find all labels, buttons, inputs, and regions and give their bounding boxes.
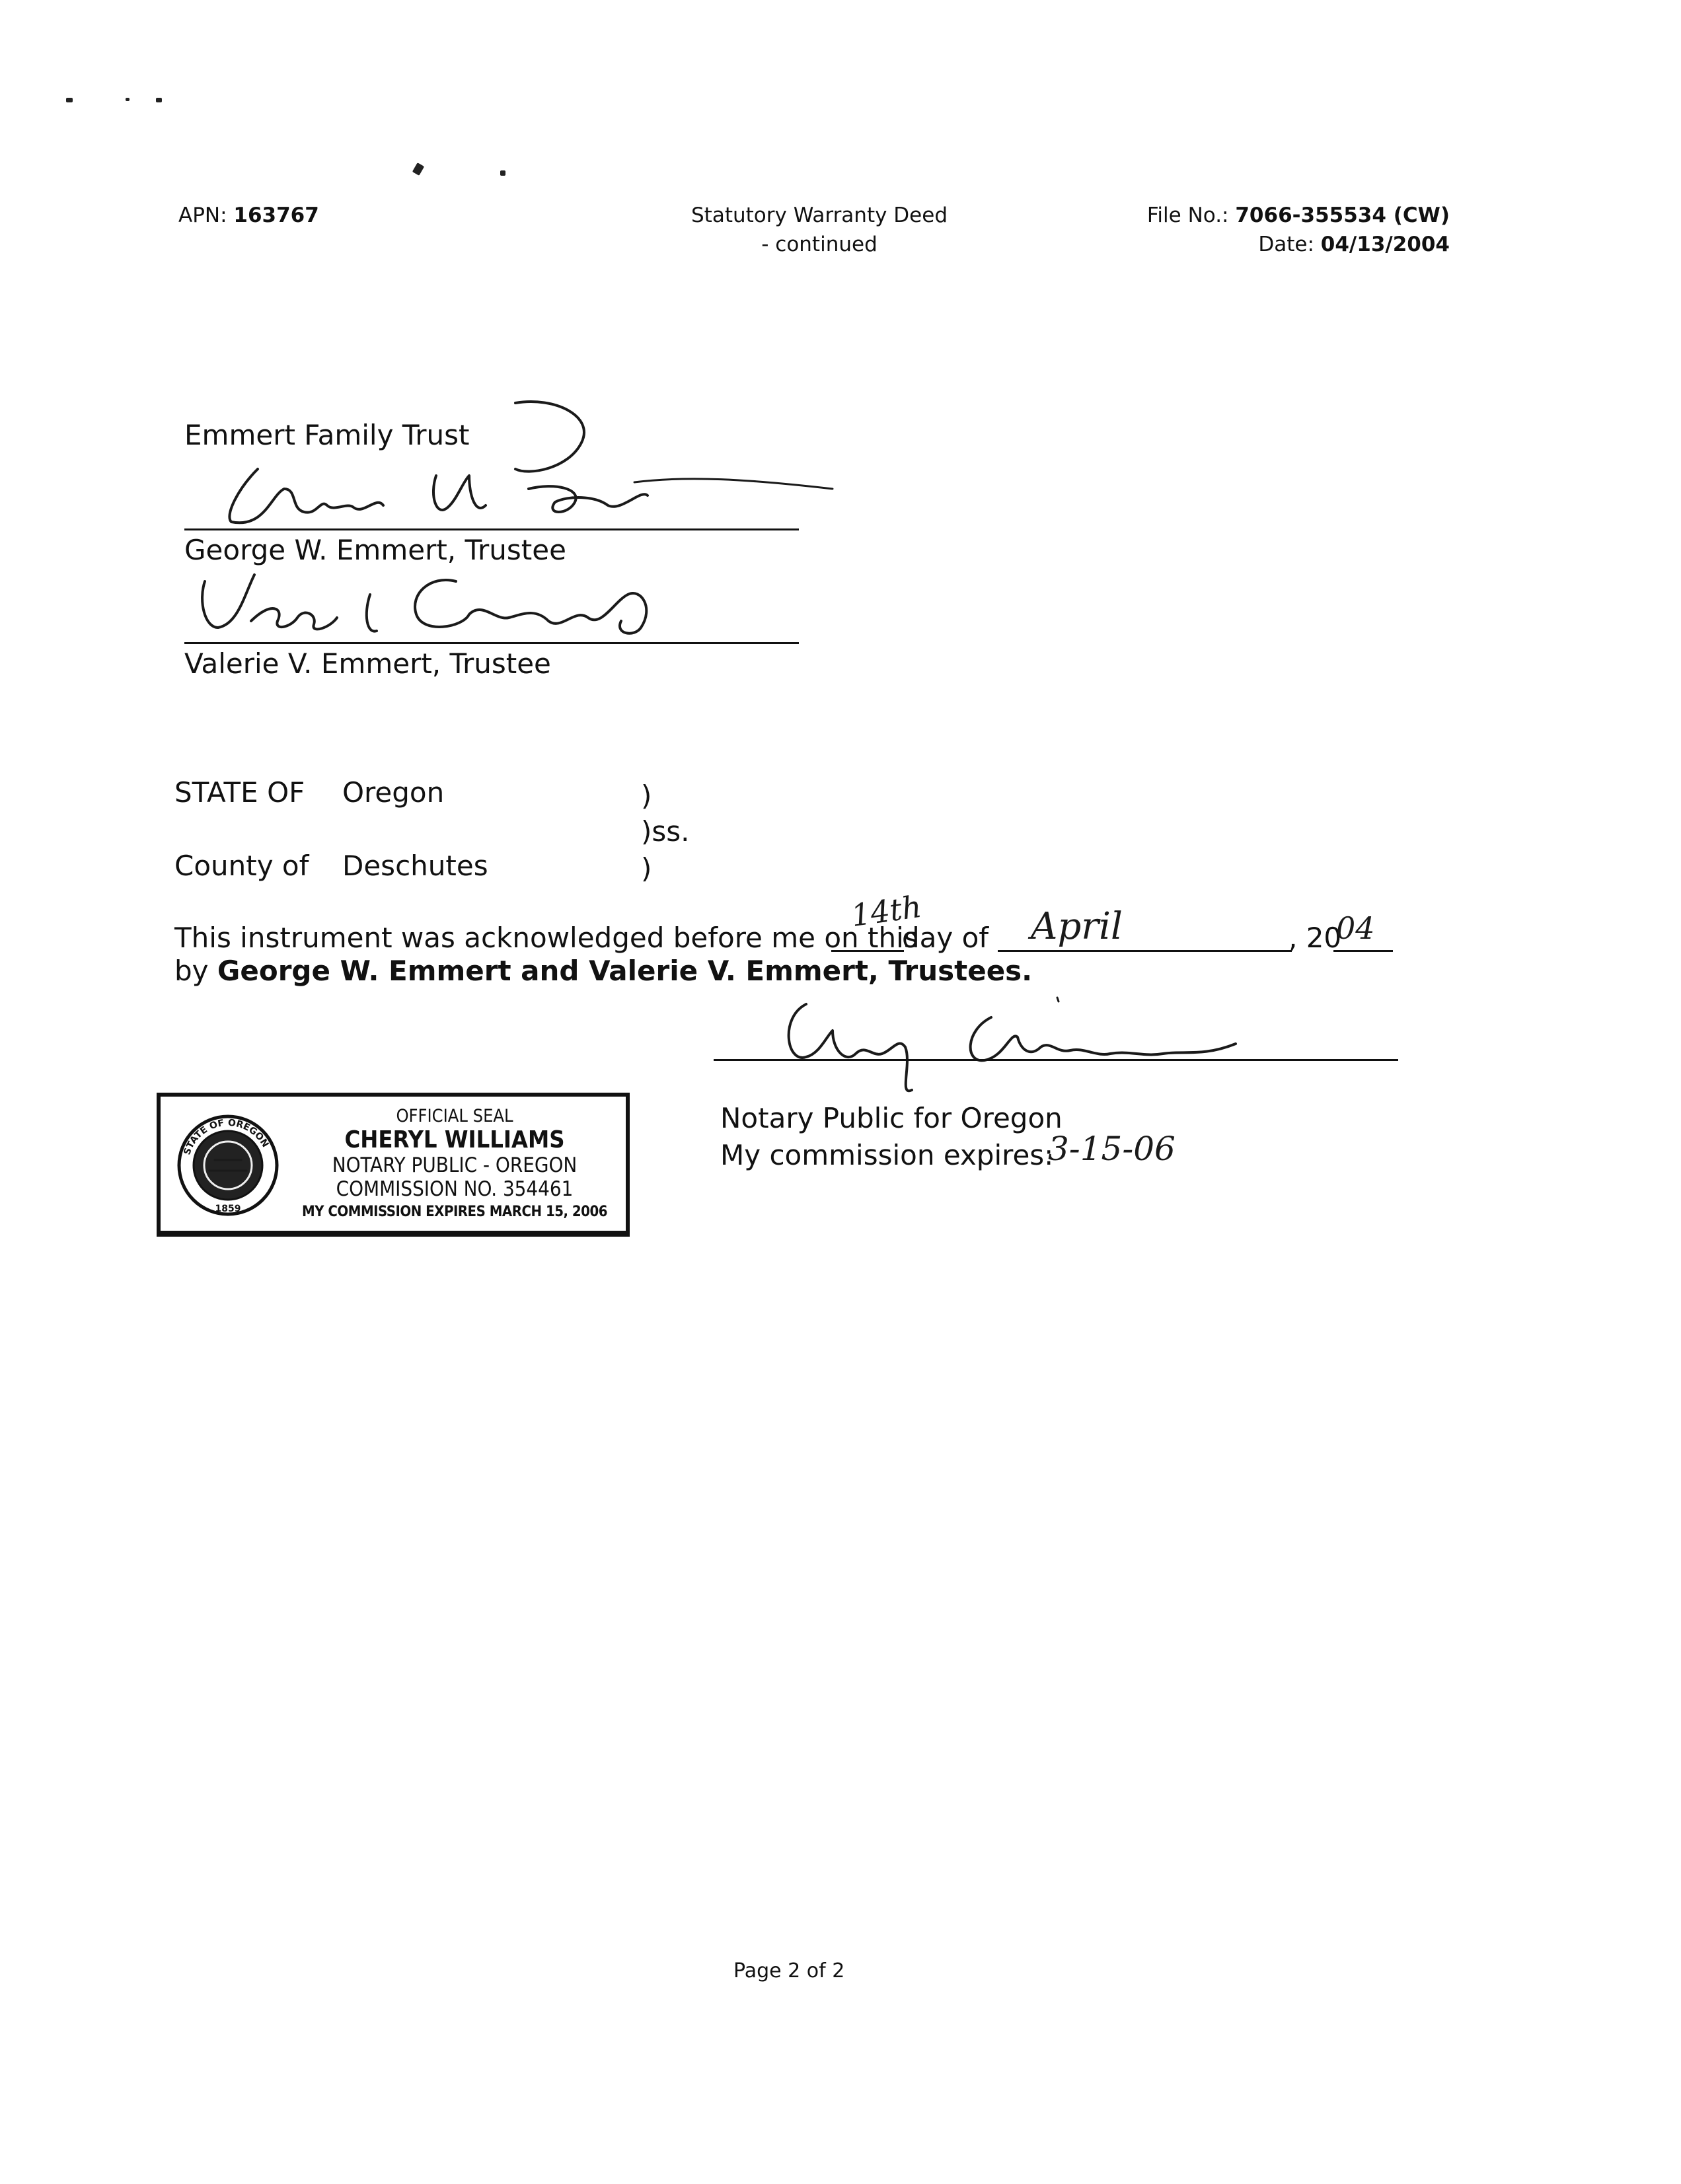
year-blank <box>1333 950 1393 952</box>
apn-field <box>178 201 319 230</box>
file-number <box>1057 201 1450 230</box>
acknowledged-names: George W. Emmert and Valerie V. Emmert, Trustees. <box>217 955 1033 987</box>
apn-label: APN: <box>178 203 227 227</box>
signer-george: George W. Emmert, Trustee <box>184 534 566 566</box>
page-number: Page 2 of 2 <box>733 1959 845 1983</box>
george-signature <box>185 390 846 542</box>
venue-paren-close: ) <box>641 852 652 885</box>
commission-expires-label: My commission expires: <box>720 1139 1054 1171</box>
year-prefix: , 20 <box>1289 922 1342 954</box>
seal-emblem-year: 1859 <box>215 1204 241 1214</box>
notary-signature <box>714 991 1374 1103</box>
signer-valerie: Valerie V. Emmert, Trustee <box>184 647 551 680</box>
by-label: by <box>174 955 209 987</box>
month-blank <box>998 950 1292 952</box>
notary-title: Notary Public for Oregon <box>720 1102 1063 1134</box>
day-handwritten: 14th <box>848 888 924 934</box>
apn-value: 163767 <box>233 203 319 227</box>
seal-commission-expiry: MY COMMISSION EXPIRES MARCH 15, 2006 <box>301 1204 607 1220</box>
signature-line-valerie <box>184 642 799 644</box>
file-date <box>1057 230 1450 259</box>
signature-line-george <box>184 528 799 530</box>
trust-name: Emmert Family Trust <box>184 419 470 451</box>
document-title-line1: Statutory Warranty Deed <box>691 203 948 227</box>
seal-notary-title: NOTARY PUBLIC - OREGON <box>332 1153 578 1177</box>
file-date-value: 04/13/2004 <box>1320 233 1450 256</box>
document-title <box>681 201 958 259</box>
document-title-line2: - continued <box>761 233 878 256</box>
seal-notary-name: CHERYL WILLIAMS <box>344 1126 565 1153</box>
county-label: County of <box>174 850 309 882</box>
state-value: Oregon <box>342 776 445 809</box>
state-seal-emblem-icon <box>175 1112 281 1218</box>
county-value: Deschutes <box>342 850 488 882</box>
commission-expires-handwritten: 3-15-06 <box>1048 1130 1176 1168</box>
seal-text-block <box>289 1106 620 1223</box>
acknowledgment-by <box>174 953 1032 989</box>
seal-commission-number: COMMISSION NO. 354461 <box>336 1177 574 1201</box>
year-handwritten: 04 <box>1336 910 1375 946</box>
venue-ss: )ss. <box>641 815 690 848</box>
file-number-value: 7066-355534 (CW) <box>1235 203 1450 227</box>
official-seal-stamp <box>157 1093 630 1237</box>
state-label: STATE OF <box>174 776 305 809</box>
venue-paren-open: ) <box>641 780 652 812</box>
day-blank <box>831 950 904 952</box>
file-info <box>1057 201 1450 259</box>
file-number-label: File No.: <box>1146 203 1229 227</box>
notary-signature-line <box>714 1059 1398 1061</box>
day-of-label: day of <box>902 922 989 954</box>
seal-line-official: OFFICIAL SEAL <box>396 1106 513 1126</box>
seal-emblem-text: STATE OF OREGON <box>182 1117 271 1157</box>
valerie-signature <box>178 555 681 654</box>
file-date-label: Date: <box>1258 233 1314 256</box>
month-handwritten: April <box>1031 905 1123 948</box>
acknowledgment-text: This instrument was acknowledged before me on this <box>174 922 918 954</box>
